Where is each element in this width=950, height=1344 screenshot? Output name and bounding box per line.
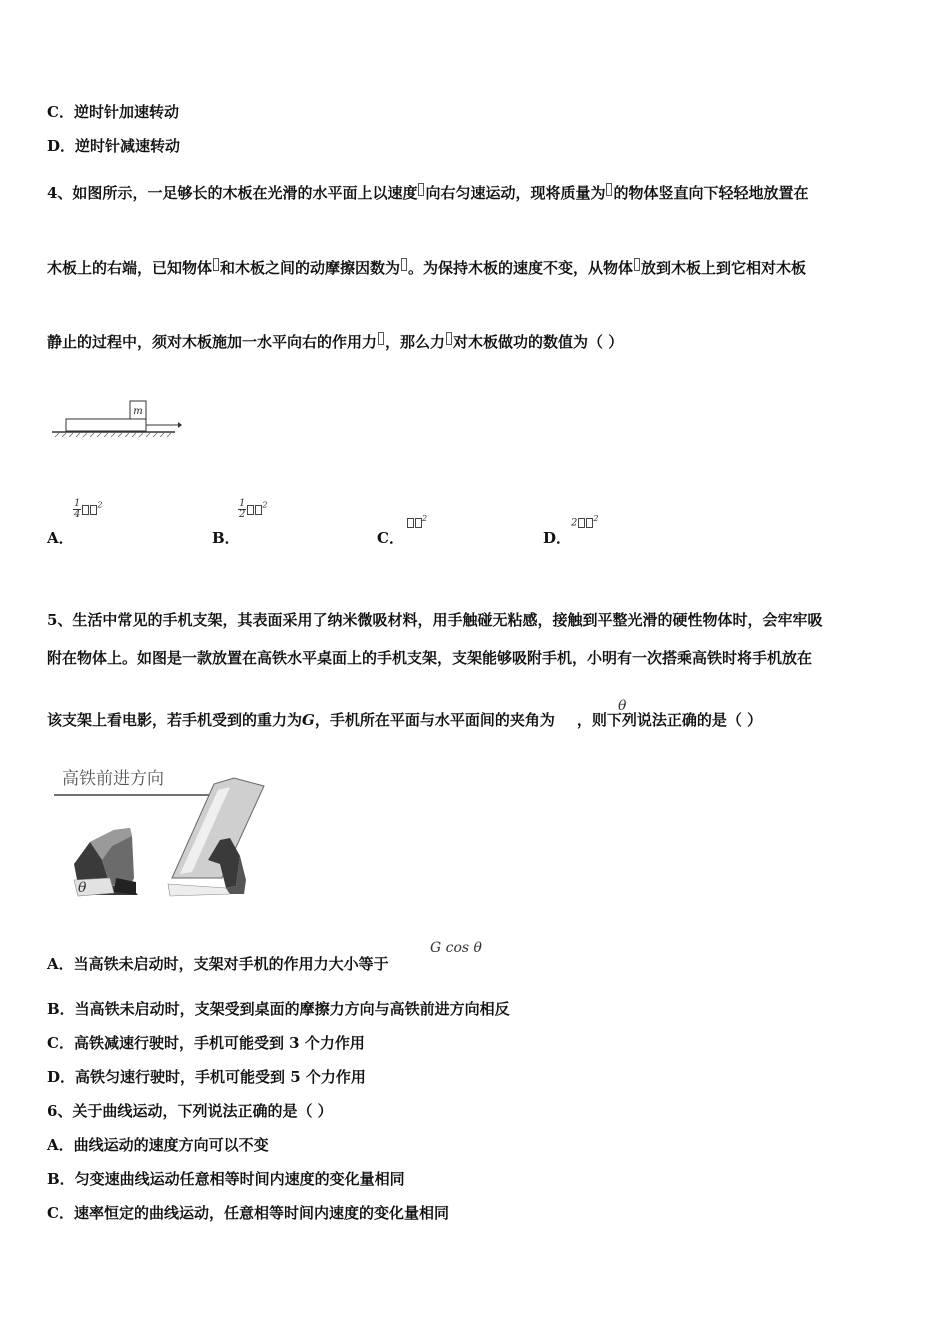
q4-option-b-formula — [238, 499, 267, 520]
missing-symbol-icon — [634, 258, 640, 271]
q4-option-a-formula — [73, 499, 102, 520]
q6-stem: 6、关于曲线运动，下列说法正确的是（ ） — [47, 1102, 333, 1120]
q3-option-c: C．逆时针加速转动 — [47, 103, 179, 121]
missing-symbol-icon — [82, 505, 89, 515]
q4-stem-line1 — [47, 183, 808, 203]
q5-option-b: B．当高铁未启动时，支架受到桌面的摩擦力方向与高铁前进方向相反 — [47, 1000, 510, 1018]
ground-hatch — [55, 433, 171, 437]
fraction — [238, 499, 246, 520]
exponent: 2 — [422, 514, 428, 523]
fraction — [73, 499, 81, 520]
denominator: 2 — [239, 509, 246, 520]
missing-symbol-icon — [415, 518, 422, 528]
missing-symbol-icon — [606, 183, 612, 196]
q4-stem-line3 — [47, 332, 623, 352]
q4-text: 。为保持木板的速度不变，从物体 — [408, 259, 634, 277]
figure-caption: 高铁前进方向 — [62, 769, 164, 789]
q5-text: ，手机所在平面与水平面间的夹角为 — [314, 711, 555, 729]
q4-board-figure — [50, 398, 185, 443]
q6-option-c: C．速率恒定的曲线运动，任意相等时间内速度的变化量相同 — [47, 1204, 449, 1222]
q5-stem-line2: 附在物体上。如图是一款放置在高铁水平桌面上的手机支架，支架能够吸附手机，小明有一次搭乘高铁时将手机放在 — [47, 649, 813, 667]
q5-stem-line3 — [47, 710, 762, 730]
missing-symbol-icon — [418, 183, 424, 196]
q5-text: ，则下列说法正确的是（ ） — [576, 711, 763, 729]
q4-option-c-label: C． — [377, 529, 404, 547]
numerator: 1 — [74, 498, 81, 509]
block-label: m — [133, 406, 143, 417]
q4-text: 放到木板上到它相对木板 — [641, 259, 807, 277]
q4-option-c-formula — [406, 514, 427, 528]
q5-option-a-formula — [430, 940, 482, 956]
missing-symbol-icon — [378, 332, 384, 345]
missing-symbol-icon — [247, 505, 254, 515]
q6-option-a: A．曲线运动的速度方向可以不变 — [47, 1136, 269, 1154]
q4-text: 向右匀速运动，现将质量为 — [425, 184, 606, 202]
q4-text: 的物体竖直向下轻轻地放置在 — [613, 184, 809, 202]
missing-symbol-icon — [213, 258, 219, 271]
numerator: 1 — [239, 498, 246, 509]
q4-option-b-label: B． — [212, 529, 240, 547]
q4-text: 木板上的右端，已知物体 — [47, 259, 213, 277]
q5-option-d: D．高铁匀速行驶时，手机可能受到 5 个力作用 — [47, 1068, 366, 1086]
q4-option-d-label: D． — [543, 529, 572, 547]
q4-stem-line2 — [47, 258, 806, 278]
missing-symbol-icon — [401, 258, 407, 271]
arrow-head-icon — [178, 422, 182, 428]
q4-text: 4、如图所示，一足够长的木板在光滑的水平面上以速度 — [47, 184, 418, 202]
q6-option-b: B．匀变速曲线运动任意相等时间内速度的变化量相同 — [47, 1170, 405, 1188]
missing-symbol-icon — [578, 518, 585, 528]
missing-symbol-icon — [407, 518, 414, 528]
exponent: 2 — [97, 500, 103, 510]
symbol-g: G — [302, 711, 315, 729]
denominator: 4 — [74, 509, 81, 520]
exponent: 2 — [262, 500, 268, 510]
q4-text: 静止的过程中，须对木板施加一水平向右的作用力 — [47, 333, 378, 351]
q4-option-d-formula — [571, 514, 598, 528]
formula-text: G cos θ — [430, 940, 482, 956]
missing-symbol-icon — [446, 332, 452, 345]
q4-option-a-label: A． — [47, 529, 74, 547]
q5-option-a: A．当高铁未启动时，支架对手机的作用力大小等于 — [47, 955, 389, 973]
q3-option-d: D．逆时针减速转动 — [47, 137, 181, 155]
theta-symbol: θ — [618, 698, 627, 714]
q5-text: 该支架上看电影，若手机受到的重力为 — [47, 711, 303, 729]
angle-label: θ — [78, 880, 87, 896]
exponent: 2 — [593, 514, 599, 523]
phone-stand-figure — [50, 760, 280, 905]
stand-empty — [74, 828, 138, 896]
coefficient: 2 — [571, 517, 578, 529]
q4-text: 对木板做功的数值为（ ） — [453, 333, 624, 351]
q5-stem-line1: 5、生活中常见的手机支架，其表面采用了纳米微吸材料，用手触碰无粘感，接触到平整光滑的硬性物体时，会牢牢吸 — [47, 611, 823, 629]
q5-option-c: C．高铁减速行驶时，手机可能受到 3 个力作用 — [47, 1034, 365, 1052]
q4-text: 和木板之间的动摩擦因数为 — [220, 259, 401, 277]
board — [66, 419, 146, 431]
q4-text: ，那么力 — [385, 333, 446, 351]
